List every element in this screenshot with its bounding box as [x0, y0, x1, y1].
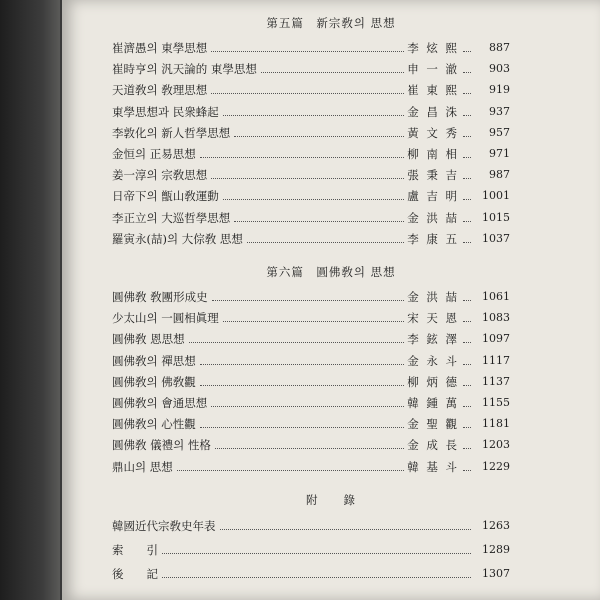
toc-entry [112, 374, 510, 390]
dot-leader [463, 242, 471, 243]
entry-author: 金 成 長 [407, 438, 459, 453]
entry-page-number: 1307 [482, 567, 510, 580]
entry-page-number: 1155 [482, 396, 510, 409]
entry-title: 少太山의 一圓相眞理 [112, 311, 219, 326]
dot-leader [463, 136, 471, 137]
toc-entry [112, 395, 510, 411]
entry-author: 宋 天 恩 [407, 311, 459, 326]
toc-entry [112, 231, 510, 247]
toc-entry [112, 566, 510, 582]
entry-title: 圓佛敎의 禪思想 [112, 353, 196, 368]
toc-entry [112, 518, 510, 534]
table-of-contents-page [62, 0, 600, 600]
toc-entry [112, 40, 510, 56]
entry-page-number: 1015 [482, 210, 510, 224]
dot-leader [215, 448, 404, 449]
dot-leader [463, 157, 471, 158]
entry-author: 金 洪 喆 [407, 210, 459, 225]
dot-leader [223, 115, 404, 116]
entry-author: 金 永 斗 [407, 353, 459, 368]
entry-title: 圓佛敎 敎團形成史 [112, 290, 208, 304]
entry-page-number: 1061 [482, 290, 510, 303]
dot-leader [162, 577, 471, 578]
entry-title: 東學思想과 民衆蜂起 [112, 104, 219, 119]
entry-author: 金 昌 洙 [407, 104, 459, 119]
entry-page-number: 1229 [482, 459, 510, 473]
entry-author: 李 鉉 澤 [407, 332, 459, 347]
dot-leader [162, 553, 471, 554]
entry-title: 圓佛敎의 佛敎觀 [112, 374, 196, 389]
dot-leader [463, 406, 471, 407]
dot-leader [463, 448, 471, 449]
dot-leader [463, 93, 471, 94]
entry-author: 金 聖 觀 [407, 417, 459, 432]
dot-leader [234, 136, 404, 137]
entry-title: 李敦化의 新人哲學思想 [112, 125, 231, 140]
dot-leader [220, 529, 472, 530]
dot-leader [261, 72, 404, 73]
entry-page-number: 919 [489, 83, 510, 97]
dot-leader [200, 385, 404, 386]
entry-title: 崔濟愚의 東學思想 [112, 41, 208, 55]
entry-author: 崔 東 熙 [407, 83, 459, 98]
entry-title: 圓佛敎 恩思想 [112, 332, 185, 347]
entry-title: 後 記 [112, 567, 158, 581]
dot-leader [463, 221, 471, 222]
entry-title: 鼎山의 思想 [112, 459, 173, 474]
dot-leader [234, 221, 404, 222]
entry-title: 日帝下의 甑山敎運動 [112, 189, 219, 204]
dot-leader [463, 364, 471, 365]
dot-leader [211, 51, 404, 52]
book-gutter-shadow [0, 0, 60, 600]
toc-entry [112, 167, 510, 183]
toc-entry [112, 416, 510, 432]
entry-page-number: 987 [489, 168, 510, 182]
dot-leader [463, 342, 471, 343]
toc-entry [112, 289, 510, 305]
dot-leader [200, 364, 404, 365]
dot-leader [463, 51, 471, 52]
toc-entry [112, 353, 510, 369]
entry-author: 申 一 澈 [407, 62, 459, 77]
entry-author: 張 秉 吉 [407, 168, 459, 183]
entry-author: 柳 炳 德 [407, 374, 459, 389]
entry-title: 崔時亨의 汎天論的 東學思想 [112, 62, 257, 77]
part6-heading: 第六篇 圓佛敎의 思想 [266, 265, 396, 279]
entry-author: 柳 南 相 [407, 147, 459, 161]
entry-page-number: 1117 [482, 353, 510, 367]
entry-author: 黃 文 秀 [407, 125, 459, 140]
dot-leader [247, 242, 404, 243]
dot-leader [463, 470, 471, 471]
toc-entry [112, 437, 510, 453]
entry-author: 韓 鍾 萬 [407, 396, 459, 410]
dot-leader [177, 470, 404, 471]
entry-page-number: 1203 [482, 438, 510, 452]
dot-leader [223, 321, 404, 322]
entry-title: 金恒의 正易思想 [112, 147, 196, 161]
toc-entry [112, 82, 510, 98]
entry-author: 盧 吉 明 [407, 189, 459, 204]
dot-leader [211, 93, 404, 94]
dot-leader [463, 199, 471, 200]
toc-entry [112, 542, 510, 558]
entry-author: 韓 基 斗 [407, 459, 459, 474]
dot-leader [223, 199, 404, 200]
toc-entry [112, 125, 510, 141]
dot-leader [463, 115, 471, 116]
dot-leader [463, 385, 471, 386]
dot-leader [463, 72, 471, 73]
toc-entry [112, 104, 510, 120]
entry-title: 李正立의 大巡哲學思想 [112, 210, 231, 225]
entry-page-number: 957 [489, 125, 510, 139]
entry-title: 羅寅永(喆)의 大倧敎 思想 [112, 231, 243, 246]
dot-leader [463, 300, 471, 301]
toc-entry [112, 188, 510, 204]
entry-page-number: 971 [489, 147, 510, 160]
entry-author: 金 洪 喆 [407, 290, 459, 304]
dot-leader [463, 321, 471, 322]
entry-page-number: 903 [489, 62, 510, 76]
toc-entry [112, 146, 510, 162]
entry-page-number: 1263 [482, 519, 510, 532]
entry-page-number: 1037 [482, 231, 510, 245]
entry-page-number: 937 [489, 104, 510, 118]
entry-title: 天道敎의 敎理思想 [112, 83, 208, 98]
entry-title: 圓佛敎 儀禮의 性格 [112, 438, 211, 453]
entry-title: 索 引 [112, 543, 158, 557]
dot-leader [212, 300, 405, 301]
dot-leader [189, 342, 405, 343]
part5-heading: 第五篇 新宗敎의 思想 [266, 16, 396, 30]
entry-page-number: 1083 [482, 311, 510, 325]
entry-author: 李 炫 熙 [407, 41, 459, 55]
dot-leader [463, 178, 471, 179]
entry-page-number: 1097 [482, 332, 510, 346]
dot-leader [211, 406, 404, 407]
entry-author: 李 康 五 [407, 231, 459, 246]
entry-page-number: 887 [489, 41, 510, 54]
entry-title: 姜一淳의 宗敎思想 [112, 168, 208, 183]
entry-title: 韓國近代宗敎史年表 [112, 519, 216, 533]
toc-entry [112, 61, 510, 77]
toc-entry [112, 331, 510, 347]
entry-page-number: 1137 [482, 374, 510, 388]
toc-entry [112, 210, 510, 226]
toc-entry [112, 459, 510, 475]
entry-title: 圓佛敎의 會通思想 [112, 396, 208, 410]
dot-leader [200, 157, 404, 158]
entry-page-number: 1001 [482, 189, 510, 203]
entry-page-number: 1181 [482, 417, 510, 431]
toc-entry [112, 310, 510, 326]
entry-title: 圓佛敎의 心性觀 [112, 417, 196, 432]
dot-leader [200, 427, 404, 428]
entry-page-number: 1289 [482, 543, 510, 556]
dot-leader [463, 427, 471, 428]
appendix-heading: 附 錄 [306, 493, 356, 507]
dot-leader [211, 178, 404, 179]
